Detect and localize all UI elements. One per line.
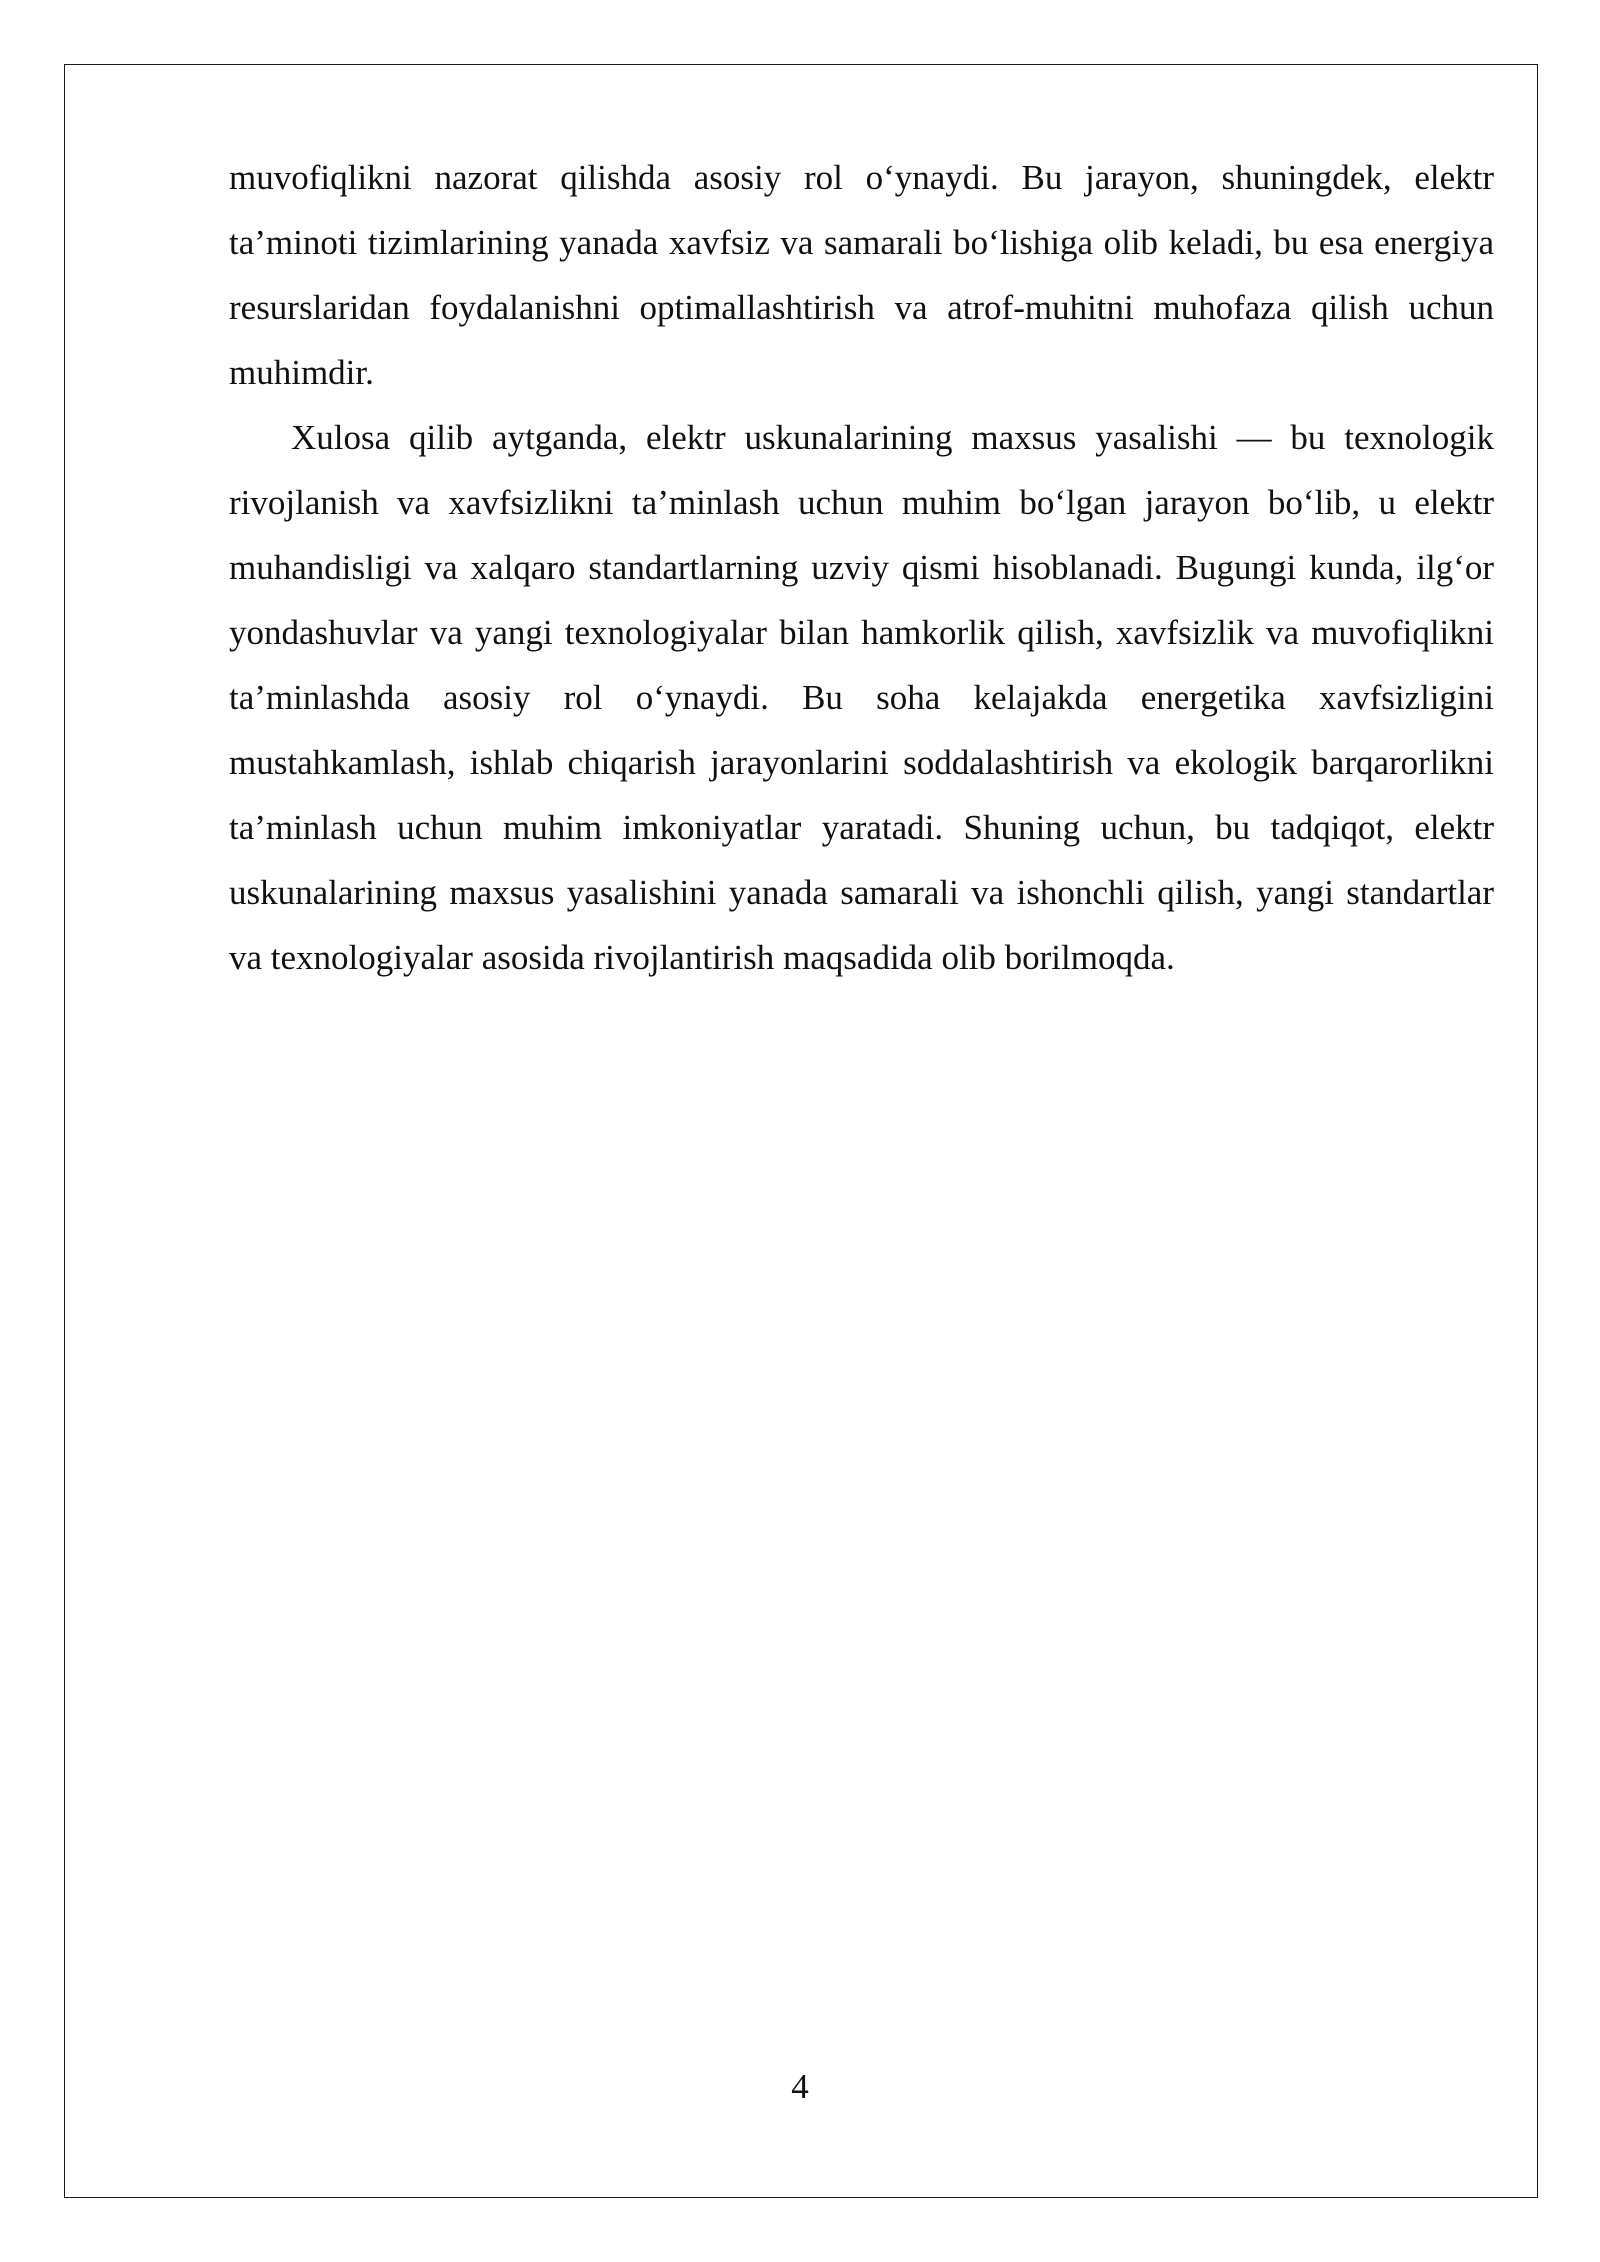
paragraph-conclusion: Xulosa qilib aytganda, elektr uskunalarining maxsus yasalishi — bu texnologik rivojlanish va xavfsizlikni ta’minlash uchun muhim bo‘lgan jarayon bo‘lib, u elektr muhandisligi va xalqaro standartlarning uzviy qismi hisoblanadi. Bugungi kunda, ilg‘or yondashuvlar va yangi texnologiyalar bilan hamkorlik qilish, xavfsizlik va muvofiqlikni ta’minlashda asosiy rol o‘ynaydi. Bu soha kelajakda energetika xavfsizligini mustahkamlash, ishlab chiqarish jarayonlarini soddalashtirish va ekologik barqarorlikni ta’minlash uchun muhim imkoniyatlar yaratadi. Shuning uchun, bu tadqiqot, elektr uskunalarining maxsus yasalishini yanada samarali va ishonchli qilish, yangi standartlar va texnologiyalar asosida rivojlantirish maqsadida olib borilmoqda. [229,418,1494,977]
paragraph-continuation: muvofiqlikni nazorat qilishda asosiy rol o‘ynaydi. Bu jarayon, shuningdek, elektr ta’minoti tizimlarining yanada xavfsiz va samarali bo‘lishiga olib keladi, bu esa energiya resurslaridan foydalanishni optimallashtirish va atrof-muhitni muhofaza qilish uchun muhimdir. [229,158,1494,392]
document-body [229,145,1494,990]
page-number: 4 [791,2067,809,2106]
